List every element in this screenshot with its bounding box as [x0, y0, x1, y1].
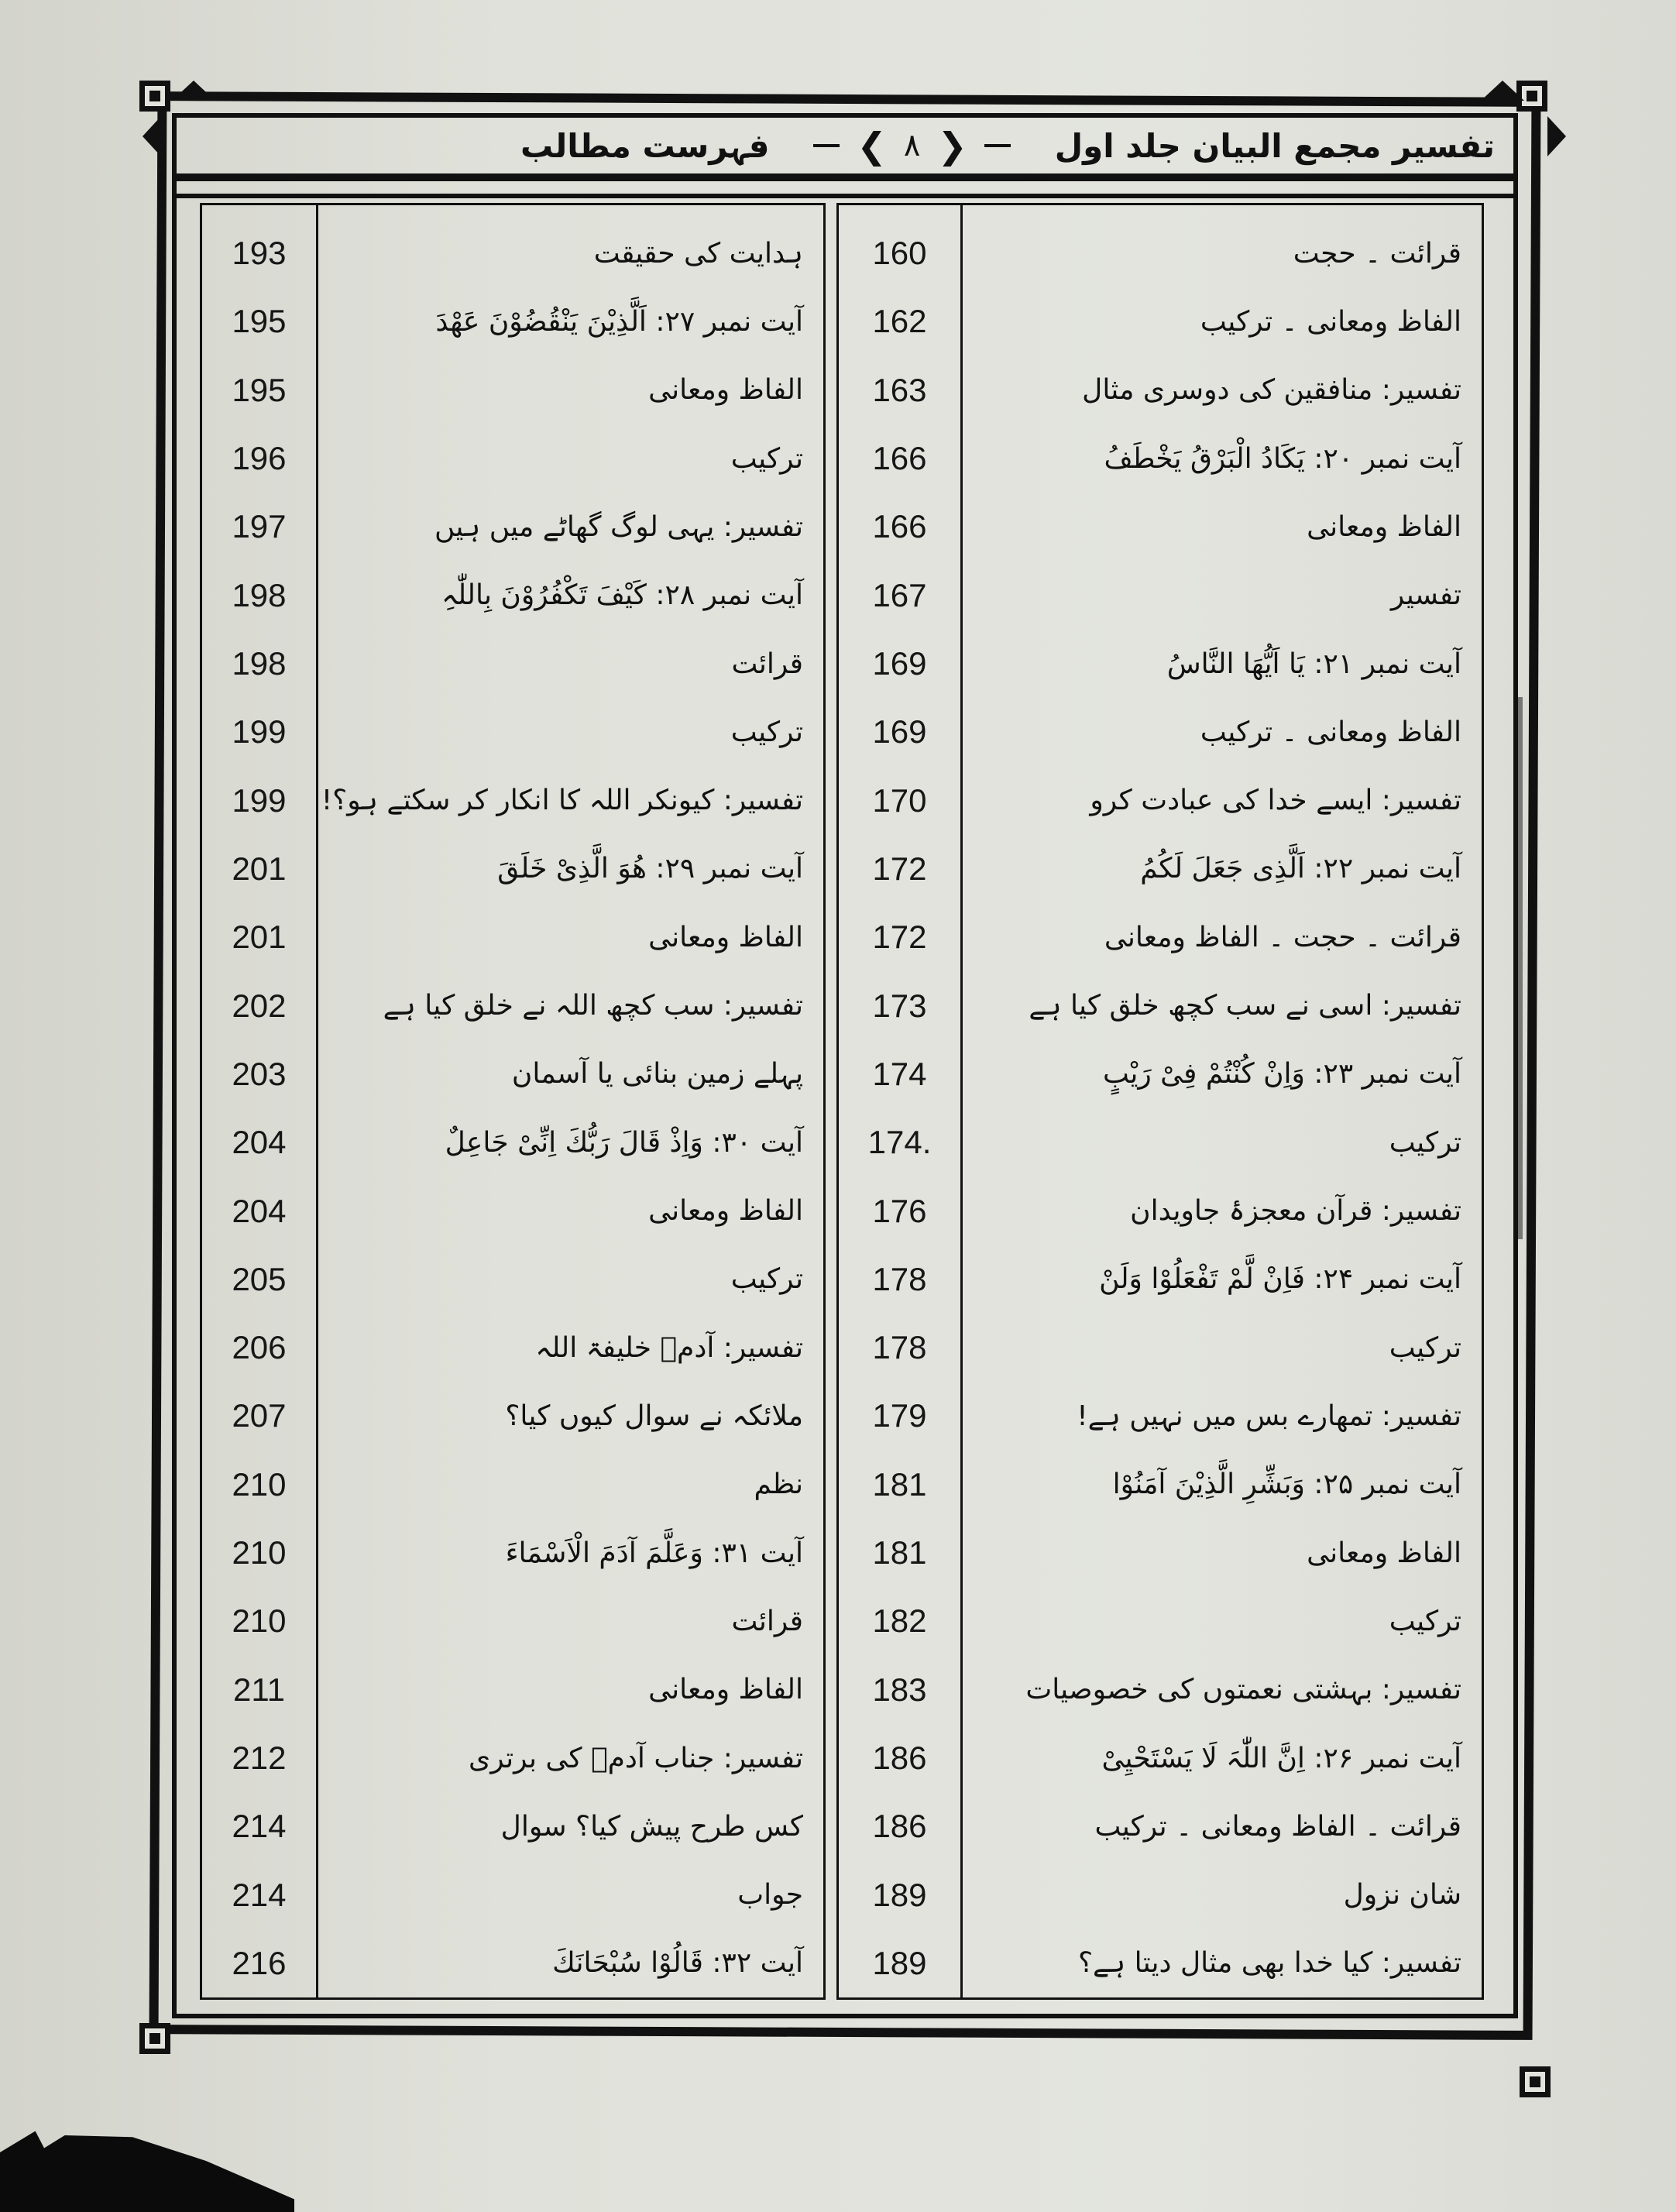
- toc-page-number: 189: [872, 1876, 927, 1913]
- toc-page-number: 211: [233, 1671, 285, 1708]
- toc-entry-title: آیت نمبر ۲۲: اَلَّذِی جَعَلَ لَکُمُ: [1140, 853, 1461, 885]
- toc-page-number: 198: [232, 576, 287, 613]
- page-header: [177, 118, 1513, 181]
- toc-page-number: 166: [872, 508, 927, 545]
- toc-entry-title: قرائت ۔ الفاظ ومعانی ۔ ترکیب: [1094, 1810, 1461, 1843]
- toc-page-number: 169: [872, 645, 927, 682]
- book-title: تفسیر مجمع البیان جلد اول: [1054, 126, 1495, 165]
- toc-entry-title: الفاظ ومعانی: [648, 1674, 803, 1706]
- toc-page-number: 163: [872, 371, 927, 408]
- page-number-column: [202, 205, 318, 1997]
- toc-page-number: 186: [872, 1808, 927, 1845]
- toc-entry-title: تفسیر: [1390, 579, 1461, 612]
- toc-entry-title: تفسیر: یہی لوگ گھاٹے میں ہیں: [434, 510, 803, 543]
- toc-column-right: [836, 203, 1484, 2000]
- toc-entry-title: تفسیر: آدمؑ خلیفۃ اللہ: [535, 1331, 803, 1364]
- toc-page-number: 214: [232, 1808, 287, 1845]
- toc-entry-title: تفسیر: ایسے خدا کی عبادت کرو: [1090, 785, 1461, 817]
- page-number: ۸: [903, 128, 921, 163]
- toc-page-number: 196: [232, 440, 287, 477]
- toc-entry-title: پہلے زمین بنائی یا آسمان: [511, 1058, 803, 1091]
- toc-entry-title: آیت نمبر ۲۶: اِنَّ اللّٰہَ لَا یَسْتَحْیِیْ: [1101, 1742, 1461, 1774]
- toc-page-number: 216: [232, 1944, 287, 1981]
- toc-entry-title: قرائت ۔ حجت ۔ الفاظ ومعانی: [1104, 921, 1461, 953]
- title-column: [963, 205, 1482, 1997]
- toc-page-number: 174.: [867, 1124, 932, 1161]
- toc-entry-title: الفاظ ومعانی: [648, 1195, 803, 1228]
- toc-entry-title: قرائت ۔ حجت: [1293, 237, 1461, 270]
- toc-page-number: 182: [872, 1602, 927, 1640]
- toc-page-number: 205: [232, 1260, 287, 1297]
- toc-page-number: 166: [872, 440, 927, 477]
- toc-page-number: 214: [232, 1876, 287, 1913]
- toc-page-number: 201: [232, 850, 287, 887]
- toc-page-number: 206: [232, 1329, 287, 1366]
- toc-entry-title: آیت نمبر ۲۹: ھُوَ الَّذِیْ خَلَقَ: [497, 853, 803, 885]
- toc-page-number: 195: [232, 371, 287, 408]
- dash-divider: [984, 144, 1011, 147]
- toc-page-number: 202: [232, 987, 287, 1024]
- toc-entry-title: آیت نمبر ۲۴: فَاِنْ لَّمْ تَفْعَلُوْا وَلَنْ: [1099, 1263, 1461, 1296]
- toc-entry-title: آیت ۳۲: قَالُوْا سُبْحَانَكَ: [552, 1947, 803, 1980]
- triangle-ornament-icon: [172, 81, 215, 101]
- corner-ornament-bottom-left: [139, 2023, 170, 2054]
- toc-entry-title: ترکیب: [730, 1263, 803, 1296]
- toc-page-number: 207: [232, 1397, 287, 1434]
- toc-entry-title: تفسیر: منافقین کی دوسری مثال: [1082, 374, 1461, 407]
- toc-page-number: 176: [872, 1192, 927, 1229]
- toc-entry-title: ترکیب: [1389, 1331, 1461, 1364]
- corner-ornament-top-left: [139, 81, 170, 112]
- toc-entry-title: آیت نمبر ۲۰: یَکَادُ الْبَرْقُ یَخْطَفُ: [1104, 442, 1461, 475]
- toc-page-number: 203: [232, 1055, 287, 1092]
- toc-page-number: 174: [872, 1055, 927, 1092]
- toc-entry-title: آیت نمبر ۲۸: کَیْفَ تَکْفُرُوْنَ بِاللّٰہِ: [441, 579, 803, 612]
- triangle-ornament-icon: [1547, 116, 1566, 156]
- toc-page-number: 212: [232, 1740, 287, 1777]
- triangle-ornament-icon: [1481, 81, 1524, 101]
- title-column: [318, 205, 823, 1997]
- toc-entry-title: ترکیب: [1389, 1605, 1461, 1637]
- toc-page-number: 197: [232, 508, 287, 545]
- toc-entry-title: کس طرح پیش کیا؟ سوال: [500, 1810, 803, 1843]
- toc-page-number: 170: [872, 781, 927, 819]
- page-edge-shadow: [1518, 697, 1523, 1239]
- toc-entry-title: ہدایت کی حقیقت: [593, 237, 803, 270]
- toc-entry-title: تفسیر: جناب آدمؑ کی برتری: [469, 1742, 803, 1774]
- toc-page-number: 210: [232, 1465, 287, 1503]
- toc-page-number: 189: [872, 1944, 927, 1981]
- toc-page-number: 181: [872, 1465, 927, 1503]
- toc-entry-title: تفسیر: بہشتی نعمتوں کی خصوصیات: [1025, 1674, 1461, 1706]
- toc-page-number: 186: [872, 1740, 927, 1777]
- toc-page-number: 179: [872, 1397, 927, 1434]
- toc-entry-title: الفاظ ومعانی: [1307, 510, 1461, 543]
- toc-entry-title: الفاظ ومعانی: [648, 921, 803, 953]
- toc-entry-title: تفسیر: قرآن معجزۂ جاویدان: [1130, 1195, 1461, 1228]
- toc-entry-title: الفاظ ومعانی ۔ ترکیب: [1200, 305, 1461, 338]
- toc-entry-title: الفاظ ومعانی ۔ ترکیب: [1200, 716, 1461, 748]
- toc-entry-title: الفاظ ومعانی: [648, 374, 803, 407]
- toc-entry-title: ترکیب: [730, 716, 803, 748]
- toc-entry-title: آیت ۳۱: وَعَلَّمَ آدَمَ الْاَسْمَاءَ: [505, 1537, 803, 1569]
- toc-entry-title: آیت نمبر ۲۳: وَاِنْ کُنْتُمْ فِیْ رَیْبٍ: [1102, 1058, 1461, 1091]
- toc-page-number: 210: [232, 1534, 287, 1571]
- page-number-group: [813, 125, 1011, 167]
- toc-entry-title: نظم: [754, 1468, 803, 1501]
- toc-entry-title: تفسیر: کیونکر اللہ کا انکار کر سکتے ہو؟!: [321, 785, 803, 817]
- toc-page-number: 183: [872, 1671, 927, 1708]
- toc-page-number: 178: [872, 1329, 927, 1366]
- toc-entry-title: آیت نمبر ۲۱: یَا اَیُّھَا النَّاسُ: [1166, 647, 1461, 680]
- toc-page-number: 167: [872, 576, 927, 613]
- toc-entry-title: تفسیر: اسی نے سب کچھ خلق کیا ہے: [1029, 990, 1461, 1022]
- toc-page-number: 178: [872, 1260, 927, 1297]
- toc-page-number: 173: [872, 987, 927, 1024]
- toc-entry-title: تفسیر: سب کچھ اللہ نے خلق کیا ہے: [383, 990, 803, 1022]
- toc-page-number: 160: [872, 235, 927, 272]
- toc-page-number: 181: [872, 1534, 927, 1571]
- toc-entry-title: ملائکہ نے سوال کیوں کیا؟: [505, 1400, 803, 1432]
- toc-entry-title: قرائت: [731, 647, 803, 680]
- toc-page-number: 195: [232, 303, 287, 340]
- section-title: فہرست مطالب: [520, 126, 770, 165]
- corner-ornament-bottom-right: [1520, 2066, 1551, 2097]
- toc-page-number: 204: [232, 1192, 287, 1229]
- toc-entry-title: قرائت: [731, 1605, 803, 1637]
- toc-page-number: 204: [232, 1124, 287, 1161]
- toc-entry-title: الفاظ ومعانی: [1307, 1537, 1461, 1569]
- toc-page-number: 199: [232, 713, 287, 750]
- toc-page-number: 172: [872, 919, 927, 956]
- book-binding-edge: [0, 2127, 294, 2212]
- toc-entry-title: آیت نمبر ۲۷: اَلَّذِیْنَ یَنْقُضُوْنَ عَھْدَ: [435, 305, 803, 338]
- toc-entry-title: ترکیب: [730, 442, 803, 475]
- page-number-column: [839, 205, 963, 1997]
- triangle-ornament-icon: [143, 116, 161, 156]
- toc-column-left: [200, 203, 826, 2000]
- toc-page-number: 198: [232, 645, 287, 682]
- toc-page-number: 162: [872, 303, 927, 340]
- toc-page-number: 172: [872, 850, 927, 887]
- toc-entry-title: ترکیب: [1389, 1126, 1461, 1159]
- toc-page-number: 210: [232, 1602, 287, 1640]
- toc-page-number: 169: [872, 713, 927, 750]
- toc-entry-title: آیت ۳۰: وَاِذْ قَالَ رَبُّكَ اِنِّیْ جَاعِلٌ: [445, 1126, 803, 1159]
- toc-page-number: 193: [232, 235, 287, 272]
- table-of-contents: [200, 203, 1490, 2008]
- toc-entry-title: آیت نمبر ۲۵: وَبَشِّرِ الَّذِیْنَ آمَنُوْا: [1112, 1468, 1461, 1501]
- toc-entry-title: تفسیر: تمھارے بس میں نہیں ہے!: [1077, 1400, 1461, 1432]
- toc-entry-title: تفسیر: کیا خدا بھی مثال دیتا ہے؟: [1077, 1947, 1461, 1980]
- dash-divider: [813, 144, 840, 147]
- toc-page-number: 199: [232, 781, 287, 819]
- toc-page-number: 201: [232, 919, 287, 956]
- toc-entry-title: جواب: [737, 1879, 803, 1911]
- toc-entry-title: شان نزول: [1343, 1879, 1461, 1911]
- ornament-right-icon: ❯: [937, 125, 967, 167]
- header-rule: [177, 194, 1513, 198]
- ornament-left-icon: ❮: [857, 125, 887, 167]
